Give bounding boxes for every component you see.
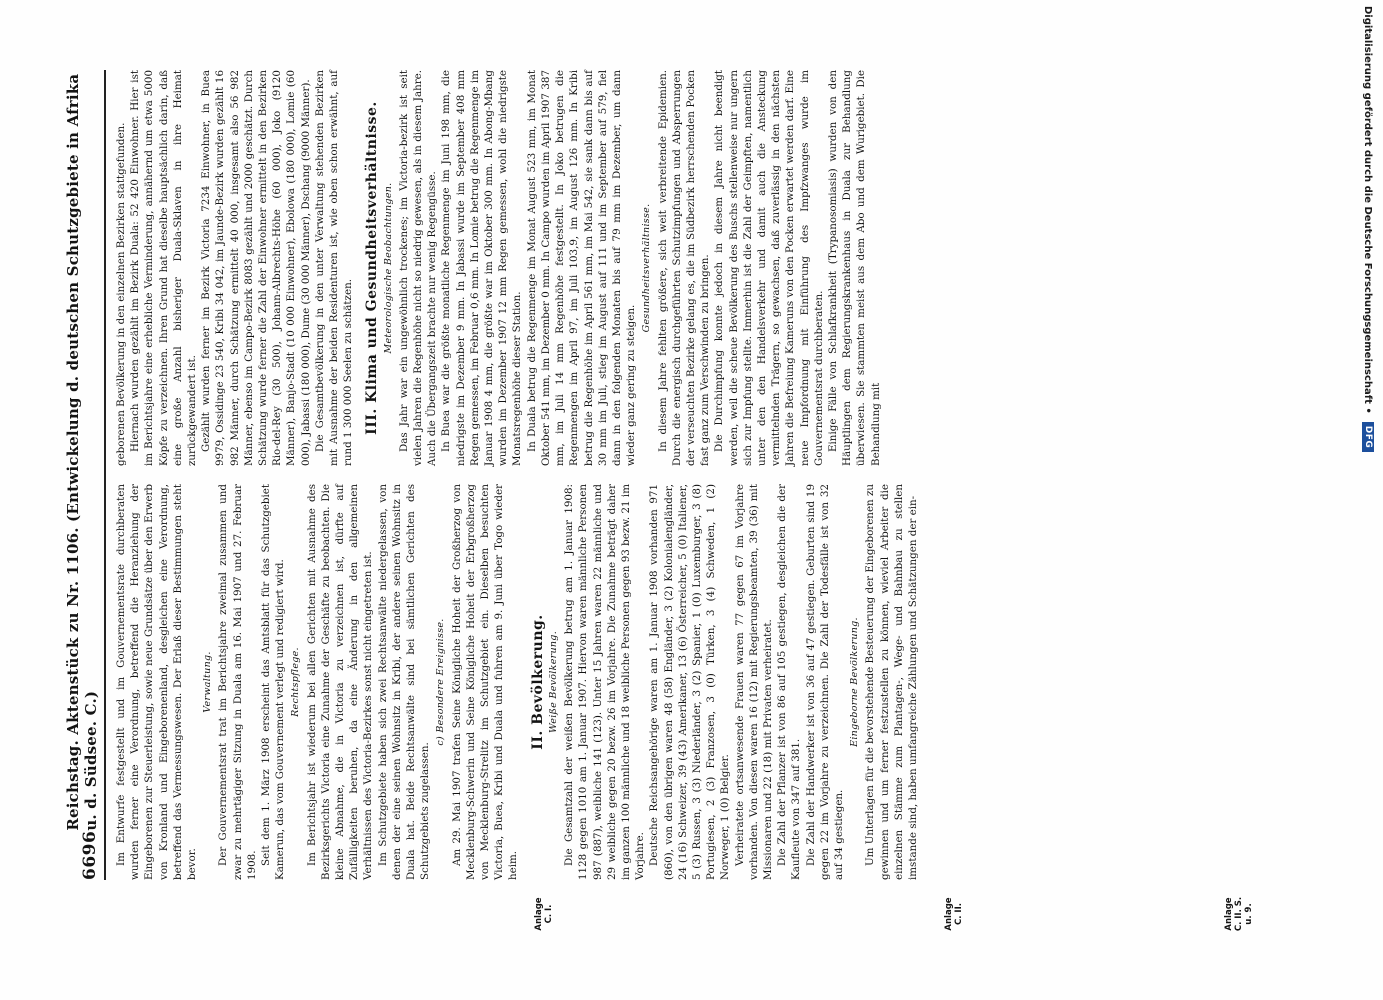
text-columns <box>114 70 1284 932</box>
paragraph: Die Zahl der Pflanzer ist von 86 auf 105 gestiegen, desgleichen die der Kaufleute von 347 auf 381. <box>776 484 803 880</box>
dfg-logo-icon: DFG <box>1362 422 1374 453</box>
page-number: 6696 <box>80 830 100 880</box>
paragraph: Einige Fälle von Schlafkrankheit (Trypanosomiasis) wurden von den Häuptlingen dem Regierungskrankenhaus in Duala zur Behandlung überwiesen. Sie stammten meist aus dem Abo und dem Wurigebiet. Die Behandlung mit <box>826 70 882 466</box>
paragraph: Seit dem 1. März 1908 erscheint das Amtsblatt für das Schutzgebiet Kamerun, das vom Gouvernement verlegt und redigiert wird. <box>260 484 287 880</box>
paragraph: In Buea war die größte monatliche Regenmenge im Juni 198 mm, die niedrigste im Dezember 9 mm. In Jabassi wurde im September 408 mm Regen gemessen, im Februar 0,6 mm. In Lomie betrug die Regenmenge im Januar 1908 4 mm, die größte war im Oktober 300 mm. In Abong-Mbang wurden im Dezember 1907 12 mm Regen gemessen, wohl die niedrigste Monatsregenhöhe dieser Station. <box>440 70 524 466</box>
paragraph: Die Durchimpfung konnte jedoch in diesem Jahre nicht beendigt werden, weil die scheue Bevölkerung des Buschs stellenweise nur ungern sich zur Impfung stellte. Immerhin ist die Zahl der Geimpften, namentlich unter den den Handelsverkehr und damit auch die Ansteckung vermittelnden Trägern, so gewachsen, daß zuverlässig in den nächsten Jahren die Befreiung Kameruns von den Pocken erwartet werden darf. Eine neue Impfordnung mit Einführung des Impfzwanges wurde im Gouvernementsrat durchberaten. <box>713 70 825 466</box>
paragraph: Gezählt wurden ferner im Bezirk Victoria 7234 Einwohner, in Buea 9979, Ossidinge 23 540, Kribi 34 042, im Jaunde-Bezirk wurden gezählt 16 982 Männer, durch Schätzung ermittelt 40 000, insgesamt also 56 982 Männer, ebenso im Campo-Bezirk 8083 gezählt und 2000 geschätzt. Durch Schätzung wurde ferner die Zahl der Einwohner ermittelt in den Bezirken Rio-del-Rey (30 500), Johann-Albrechts-Höhe (60 000), Joko (9120 Männer), Banjo-Stadt (10 000 Einwohner), Ebolowa (180 000), Lomie (60 000), Jabassi (180 000), Dume (30 000 Männer), Dschang (9000 Männer). <box>200 70 312 466</box>
margin-note-anlage-c1: Anlage C. I. <box>534 897 554 931</box>
margin-note-anlage-c2: Anlage C. II. <box>944 897 964 931</box>
credit-text: Digitalisierung gefördert durch die Deutsche Forschungsgemeinschaft • <box>1362 6 1374 414</box>
subheading-verwaltung: Verwaltung. <box>202 651 214 713</box>
paragraph: Die Gesamtzahl der weißen Bevölkerung betrug am 1. Januar 1908: 1128 gegen 1010 am 1. Januar 1907. Hiervon waren männliche Personen 987 (887), weibliche 141 (123). Unter 15 Jahren waren 22 männliche und 29 weibliche gegen 20 bezw. 26 im Vorjahre. Die Zunahme beträgt daher im ganzen 100 männliche und 18 weibliche Personen gegen 93 bezw. 21 im Vorjahre. <box>563 484 647 880</box>
paragraph: Im Berichtsjahr ist wiederum bei allen Gerichten mit Ausnahme des Bezirksgerichts Victoria eine Zunahme der Geschäfte zu beobachten. Die kleine Abnahme, die in Victoria zu verzeichnen ist, dürfte auf Zufälligkeiten beruhen, da eine Änderung in den allgemeinen Verhältnissen des Victoria-Bezirkes sonst nicht eingetreten ist. <box>305 484 375 880</box>
page-header <box>52 70 106 880</box>
running-title: Reichstag. Aktenstück zu Nr. 1106. (Entwickelung d. deutschen Schutzgebiete in Afrika u. d. Südsee. C.) <box>64 73 100 831</box>
subheading-rechtspflege: Rechtspflege. <box>290 647 302 717</box>
paragraph: In diesem Jahre fehlten größere, sich weit verbreitende Epidemien. Durch die energisch durchgeführten Schutzimpfungen und Absperrungen der verseuchten Bezirke gelang es, die im Südbezirk herrschenden Pocken fast ganz zum Verschwinden zu bringen. <box>656 70 712 466</box>
margin-note-anlage-c2-s9: Anlage C. II. S. u. 9. <box>1224 896 1254 932</box>
paragraph: Die Zahl der Handwerker ist von 36 auf 47 gestiegen. Geburten sind 19 gegen 22 im Vorjahre zu verzeichnen. Die Zahl der Todesfälle ist von 32 auf 34 gestiegen. <box>804 484 845 880</box>
right-column <box>114 70 1284 466</box>
paragraph: Im Entwurfe festgestellt und im Gouvernementsrate durchberaten wurden ferner eine Verordnung, betreffend die Heranziehung der Eingeborenen zur Steuerleistung, sowie neue Grundsätze über den Erwerb von Kronland und Eingeborenenland, desgleichen eine Verordnung, betreffend das Vermessungswesen. Der Erlaß dieser Bestimmungen steht bevor. <box>115 484 199 880</box>
section-heading-klima: III. Klima und Gesundheitsverhältnisse. <box>364 101 381 435</box>
paragraph: Im Schutzgebiete haben sich zwei Rechtsanwälte niedergelassen, von denen der eine seinen Wohnsitz in Kribi, der andere seinen Wohnsitz in Duala hat. Beide Rechtsanwälte sind bei sämtlichen Gerichten des Schutzgebiets zugelassen. <box>376 484 432 880</box>
subheading-ereignisse: c) Besondere Ereignisse. <box>435 618 447 746</box>
left-column <box>114 484 1284 932</box>
paragraph: Das Jahr war ein ungewöhnlich trockenes; im Victoria-bezirk ist seit vielen Jahren die Regenhöhe nicht so niedrig gewesen, als in diesem Jahre. Auch die Übergangszeit brachte nur wenig Regengüsse. <box>397 70 439 466</box>
paragraph: Am 29. Mai 1907 trafen Seine Königliche Hoheit der Großherzog von Mecklenburg-Schwerin und Seine Königliche Hoheit der Erbgroßherzog von Mecklenburg-Strelitz im Schutzgebiet ein. Dieselben besuchten Victoria, Buea, Kribi und Duala und fuhren am 9. Juni über Togo wieder heim. <box>450 484 520 880</box>
paragraph: In Duala betrug die Regenmenge im Monat August 523 mm, im Monat Oktober 541 mm, im Dezember 0 mm. In Campo wurden im April 1907 387 mm, im Juli 14 mm Regenhöhe festgestellt. In Joko betrugen die Regenmengen im April 97, im Juli 103,9, im August 126 mm. In Kribi betrug die Regenhöhe im April 561 mm, im Mai 542, sie sank dann bis auf 30 mm im Juli, stieg im August auf 111 und im September auf 579, fiel dann in den folgenden Monaten bis auf 79 mm im Dezember, um dann wieder ganz gering zu steigen. <box>525 70 638 466</box>
subheading-weisse-bevoelkerung: Weiße Bevölkerung. <box>547 630 559 734</box>
paragraph: Deutsche Reichsangehörige waren am 1. Januar 1908 vorhanden 971 (860), von den übrigen waren 48 (58) Engländer, 3 (2) Kolonialengländer, 24 (16) Schweizer, 39 (43) Amerikaner, 13 (6) Österreicher, 5 (0) Italiener, 5 (3) Russen, 3 (3) Niederländer, 3 (2) Spanier, 1 (0) Luxemburger, 3 (8) Portugiesen, 2 (3) Franzosen, 3 (0) Türken, 3 (4) Schweden, 1 (2) Norweger, 1 (0) Belgier. <box>648 484 732 880</box>
paragraph: Die Gesamtbevölkerung in den unter Verwaltung stehenden Bezirken mit Ausnahme der beiden Residenturen ist, wie oben schon erwähnt, auf rund 1 300 000 Seelen zu schätzen. <box>313 70 355 466</box>
paragraph: geborenen Bevölkerung in den einzelnen Bezirken stattgefunden. <box>115 122 127 466</box>
section-heading-bevoelkerung: II. Bevölkerung. <box>529 614 546 750</box>
digitization-credit <box>1353 0 1383 1000</box>
paragraph: Hiernach wurden gezählt im Bezirk Duala: 52 420 Einwohner. Hier ist im Berichtsjahre eine erhebliche Verminderung, annähernd um etwa 5000 Köpfe zu verzeichnen. Ihren Grund hat dieselbe hauptsächlich darin, daß eine große Anzahl bisheriger Duala-Sklaven in ihre Heimat zurückgewandert ist. <box>129 70 199 466</box>
subheading-gesundheit: Gesundheitsverhältnisse. <box>641 203 653 333</box>
subheading-eingeborene: Eingeborne Bevölkerung. <box>849 617 861 747</box>
subheading-meteorologie: Meteorologische Beobachtungen. <box>382 182 394 354</box>
credit-strip <box>1353 0 1383 1000</box>
paragraph: Der Gouvernementsrat trat im Berichtsjahre zweimal zusammen und zwar zu mehrtägiger Sitzung in Duala am 16. Mai 1907 und 27. Februar 1908. <box>217 484 258 880</box>
paragraph: Verheiratete ortsanwesende Frauen waren 77 gegen 67 im Vorjahre vorhanden. Von diesen waren 16 (12) mit Regierungsbeamten, 39 (36) mit Missionaren und 22 (18) mit Privaten verheiratet. <box>733 484 774 880</box>
paragraph: Um Unterlagen für die bevorstehende Besteuerung der Eingeborenen zu gewinnen und um ferner festzustellen zu können, wieviel Arbeiter die einzelnen Stämme zum Plantagen-, Wege- und Bahnbau zu stellen imstande sind, haben umfangreiche Zählungen und Schätzungen der ein- <box>864 484 919 880</box>
